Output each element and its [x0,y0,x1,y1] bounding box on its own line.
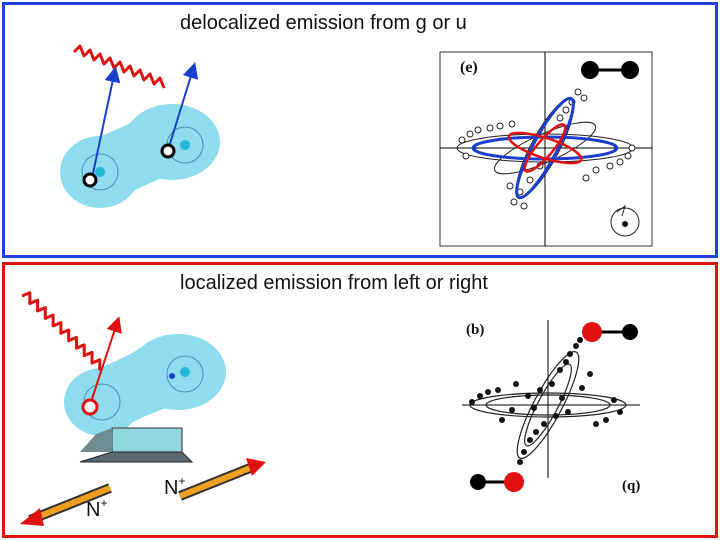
caption-delocalized: delocalized emission from g or u [180,12,467,34]
plot-label-e: (e) [460,59,478,76]
photon-wave-top [74,46,164,88]
ion-label-right: N+ [164,474,186,499]
plot-label-q: (q) [622,478,641,494]
angular-plot-e [440,52,652,246]
emission-site-right-top [162,145,174,157]
molecule-orbital-top [60,104,220,208]
molecule-orbital-bottom [64,334,226,436]
caption-localized: localized emission from left or right [180,272,488,294]
photon-wave-bottom [7,290,117,370]
plot-label-b: (b) [466,322,485,338]
emission-site-bottom [83,400,97,414]
ion-arrow-right [180,458,266,496]
emission-site-left-top [84,174,96,186]
angular-plot-b [462,320,640,492]
ion-label-left: N+ [86,496,108,521]
